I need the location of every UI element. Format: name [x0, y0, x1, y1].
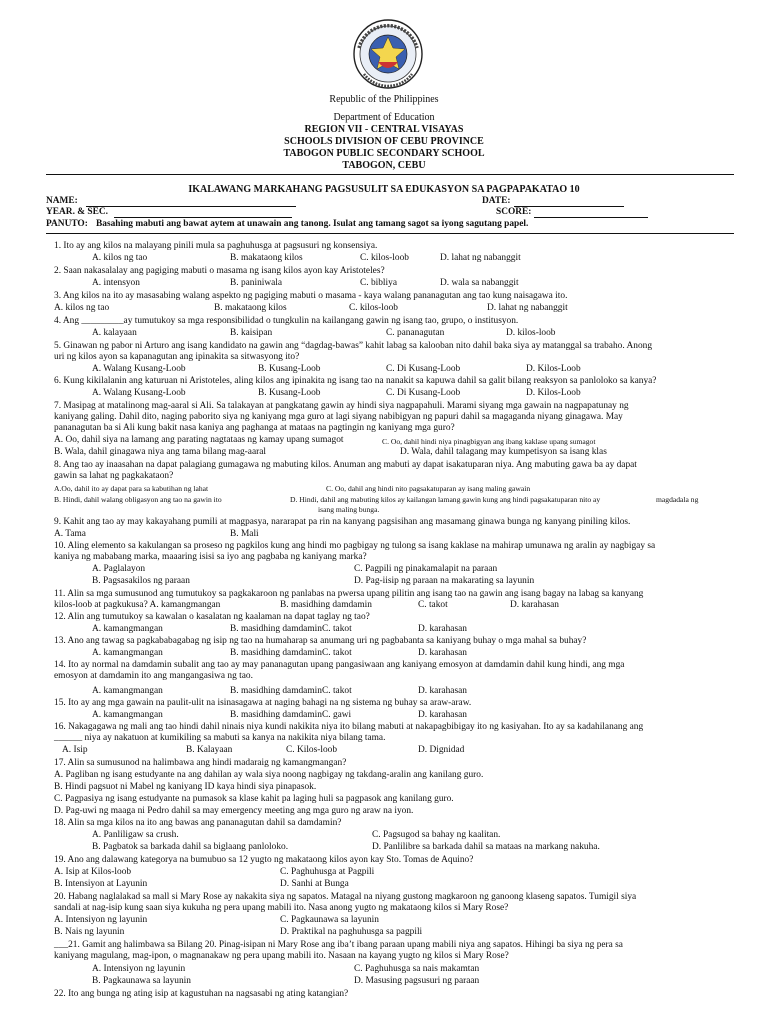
choice-4c: C. pananagutan [386, 328, 445, 338]
choice-8d: D. Hindi, dahil ang mabuting kilos ay kailangan lamang gawin kung ang hindi pagsakatuparan nito ay [290, 495, 601, 504]
choice-7a: A. Oo, dahil siya na lamang ang parating nagtataas ng kamay upang sumagot [54, 435, 344, 445]
choice-4b: B. kaisipan [230, 328, 273, 338]
region-line: REGION VII - CENTRAL VISAYAS [304, 124, 464, 135]
choice-15a: A. kamangmangan [92, 710, 163, 720]
choice-2c: C. bibliya [360, 278, 397, 288]
choice-2b: B. paniniwala [230, 278, 283, 288]
question-20-cont: sandali at nag-isip kung saan siya kukuha ng pera upang mabili ito. Nasa anong yugto ng makataong kilos si Mary Rose? [54, 903, 509, 913]
choice-8b: B. Hindi, dahil walang obligasyon ang tao na gawin ito [54, 495, 222, 504]
choice-9b: B. Mali [230, 529, 259, 539]
question-4: 4. Ang _________ay tumutukoy sa mga responsibilidad o tungkulin na kailangang gawin ng isang tao, grupo, o institusyon. [54, 316, 519, 326]
panuto-label: PANUTO: [46, 219, 88, 229]
choice-14d: D. karahasan [418, 686, 467, 696]
choice-8d-cont-2: isang maling bunga. [318, 505, 380, 514]
choice-14c: C. takot [322, 686, 352, 696]
choice-12c: C. takot [322, 624, 352, 634]
question-2: 2. Saan nakasalalay ang pagiging mabuti o masama ng isang kilos ayon kay Aristoteles? [54, 266, 385, 276]
exam-title: IKALAWANG MARKAHANG PAGSUSULIT SA EDUKASYON SA PAGPAPAKATAO 10 [188, 184, 580, 195]
choice-2a: A. intensyon [92, 278, 140, 288]
deped-seal-icon [338, 18, 438, 90]
question-18: 18. Alin sa mga kilos na ito ang bawas ang pananagutan dahil sa damdamin? [54, 818, 342, 828]
year-sec-label: YEAR. & SEC. [46, 207, 108, 217]
question-5: 5. Ginawan ng pabor ni Arturo ang isang kandidato na gawin ang “dagdag-bawas” kahit labag sa kalooban nito dahil baka siya ay matanggal sa trabaho. Anong [54, 341, 653, 351]
choice-8d-cont-1: magdadala ng [656, 495, 699, 504]
question-10-cont: kaniya ng mababang marka, maaaring isisi sa iyo ang pagbaba ng kaniyang marka? [54, 552, 367, 562]
choice-17a: A. Pagliban ng isang estudyante na ang dahilan ay wala siya noong nagbigay ng takdang-aralin ang kanilang guro. [54, 770, 484, 780]
question-19: 19. Ano ang dalawang kategorya na bumubuo sa 12 yugto ng makataong kilos ayon kay Sto. Tomas de Aquino? [54, 855, 474, 865]
choice-19b: B. Intensiyon at Layunin [54, 879, 148, 889]
choice-19d: D. Sanhi at Bunga [280, 879, 349, 889]
choice-11a: kilos-loob at pagkukusa? A. kamangmangan [54, 600, 221, 610]
choice-20c: C. Pagkaunawa sa layunin [280, 915, 379, 925]
choice-15b: B. masidhing damdamin [230, 710, 322, 720]
choice-5d: D. Kilos-Loob [526, 364, 581, 374]
question-15: 15. Ito ay ang mga gawain na paulit-ulit na isinasagawa at naging bahagi na ng sistema ng buhay sa araw-araw. [54, 698, 472, 708]
question-14-cont: emosyon at damdamin ito ang mangangasiwa ng tao. [54, 671, 253, 681]
division-line: SCHOOLS DIVISION OF CEBU PROVINCE [284, 136, 484, 147]
choice-3c: C. kilos-loob [349, 303, 398, 313]
republic-line: Republic of the Philippines [329, 94, 439, 105]
choice-9a: A. Tama [54, 529, 86, 539]
choice-18d: D. Panlilibre sa barkada dahil sa mataas na markang nakuha. [372, 842, 600, 852]
choice-1c: C. kilos-loob [360, 253, 409, 263]
question-10: 10. Aling elemento sa kakulangan sa proseso ng pagkilos kung ang hindi mo pagbigay ng tulong sa isang kaklase na mahirap umunawa ng aralin ay nagbigay sa [54, 541, 656, 551]
choice-13d: D. karahasan [418, 648, 467, 658]
choice-20a: A. Intensiyon ng layunin [54, 915, 148, 925]
question-8: 8. Ang tao ay inaasahan na dapat palagiang gumagawa ng mabuting kilos. Anuman ang mabuti ay dapat isakatuparan niya. Ang mabuting gawa ba ay dapat [54, 460, 637, 470]
name-field[interactable] [86, 206, 296, 207]
question-3: 3. Ang kilos na ito ay masasabing walang aspekto ng pagiging mabuti o masama - kaya walang pananagutan ang tao kung naisagawa ito. [54, 291, 568, 301]
choice-21a: A. Intensiyon ng layunin [92, 964, 186, 974]
name-label: NAME: [46, 196, 78, 206]
choice-3a: A. kilos ng tao [54, 303, 110, 313]
question-1: 1. Ito ay ang kilos na malayang pinili mula sa paghuhusga at pagsusuri ng konsensiya. [54, 241, 378, 251]
choice-6c: C. Di Kusang-Loob [386, 388, 461, 398]
question-12: 12. Alin ang tumutukoy sa kawalan o kasalatan ng kaalaman na dapat taglay ng tao? [54, 612, 370, 622]
choice-18a: A. Panliligaw sa crush. [92, 830, 179, 840]
choice-10c: C. Pagpili ng pinakamalapit na paraan [354, 564, 498, 574]
choice-4a: A. kalayaan [92, 328, 137, 338]
choice-4d: D. kilos-loob [506, 328, 556, 338]
choice-7c: C. Oo, dahil hindi niya pinagbigyan ang ibang kaklase upang sumagot [382, 437, 596, 446]
department-line: Department of Education [333, 112, 435, 123]
choice-17c: C. Pagpasiya ng isang estudyante na pumasok sa klase kahit pa laging huli sa pagpasok ang kanilang guro. [54, 794, 454, 804]
choice-16c: C. Kilos-loob [286, 745, 338, 755]
choice-10a: A. Paglalayon [92, 564, 146, 574]
choice-3b: B. makataong kilos [214, 303, 287, 313]
question-7-cont-1: kaniyang galing. Dahil dito, naging paborito siya ng kaniyang mga guro at lagi siyang nabibigyan ng papuri dahil sa magaganda niyang ginagawa. May [54, 412, 623, 422]
choice-1a: A. kilos ng tao [92, 253, 148, 263]
choice-6a: A. Walang Kusang-Loob [92, 388, 186, 398]
choice-19a: A. Isip at Kilos-loob [54, 867, 132, 877]
panuto-text: Basahing mabuti ang bawat aytem at unawain ang tanong. Isulat ang tamang sagot sa iyong sagutang papel. [96, 219, 529, 229]
choice-1b: B. makataong kilos [230, 253, 303, 263]
question-9: 9. Kahit ang tao ay may kakayahang pumili at magpasya, nararapat pa rin na kanyang pagsisihan ang masamang ginawa bunga ng kanyang piniling kilos. [54, 517, 631, 527]
school-line: TABOGON PUBLIC SECONDARY SCHOOL [283, 148, 485, 159]
choice-21b: B. Pagkaunawa sa layunin [92, 976, 191, 986]
choice-10b: B. Pagsasakilos ng paraan [92, 576, 190, 586]
choice-14a: A. kamangmangan [92, 686, 163, 696]
date-label: DATE: [482, 196, 511, 206]
score-field[interactable] [534, 217, 648, 218]
question-21-cont: kaniyang magulang, mag-ipon, o magnanakaw ng pera upang mabili ito. Nasaan na kayang yugto ng kilos si Mary Rose? [54, 951, 509, 961]
question-5-cont: uri ng kilos ayon sa kapanagutan ang ipinakita sa sitwasyong ito? [54, 352, 300, 362]
choice-20d: D. Praktikal na paghuhusga sa pagpili [280, 927, 423, 937]
choice-20b: B. Nais ng layunin [54, 927, 125, 937]
choice-10d: D. Pag-iisip ng paraan na makarating sa layunin [354, 576, 535, 586]
choice-5c: C. Di Kusang-Loob [386, 364, 461, 374]
choice-1d: D. lahat ng nabanggit [440, 253, 521, 263]
choice-13b: B. masidhing damdamin [230, 648, 322, 658]
choice-16d: D. Dignidad [418, 745, 465, 755]
question-14: 14. Ito ay normal na damdamin subalit ang tao ay may pananagutan upang pangasiwaan ang kaniyang emosyon at damdamin dahil kung hindi, ang mga [54, 660, 625, 670]
choice-13c: C. takot [322, 648, 352, 658]
choice-13a: A. kamangmangan [92, 648, 163, 658]
choice-18c: C. Pagsugod sa bahay ng kaalitan. [372, 830, 501, 840]
panuto-divider [46, 233, 734, 234]
header-divider [46, 174, 734, 175]
choice-5b: B. Kusang-Loob [258, 364, 321, 374]
question-21: ___21. Gamit ang halimbawa sa Bilang 20. Pinag-isipan ni Mary Rose ang iba’t ibang paraan upang mabili niya ang sapatos. Hihingi ba siya ng pera sa [54, 940, 623, 950]
question-8-cont: gawin sa lahat ng pagkakataon? [54, 471, 174, 481]
question-7: 7. Masipag at matalinong mag-aaral si Ali. Sa talakayan at pangkatang gawin ay hindi siya nagpapahuli. Marami siyang mga gawain na nagpapatunay ng [54, 401, 629, 411]
question-13: 13. Ano ang tawag sa pagkababagabag ng isip ng tao na humaharap sa anumang uri ng pagbabanta sa kaniyang buhay o mga mahal sa buhay? [54, 636, 587, 646]
choice-12b: B. masidhing damdamin [230, 624, 322, 634]
choice-12a: A. kamangmangan [92, 624, 163, 634]
choice-16b: B. Kalayaan [186, 745, 233, 755]
choice-3d: D. lahat ng nabanggit [487, 303, 568, 313]
choice-8a: A.Oo, dahil ito ay dapat para sa kabutihan ng lahat [54, 484, 209, 493]
question-16: 16. Nakagagawa ng mali ang tao hindi dahil ninais niya kundi nakikita niya ito bilang mabuti at nakapagbibigay ito ng kasiyahan. Ito ay sa kadahilanang ang [54, 722, 644, 732]
question-6: 6. Kung kikilalanin ang katuruan ni Aristoteles, aling kilos ang ipinakita ng isang tao na nanakit sa kapuwa dahil sa galit bilang reaksyon sa panloloko sa kanya? [54, 376, 657, 386]
choice-2d: D. wala sa nabanggit [440, 278, 519, 288]
choice-14b: B. masidhing damdamin [230, 686, 322, 696]
choice-6b: B. Kusang-Loob [258, 388, 321, 398]
question-17: 17. Alin sa sumusunod na halimbawa ang hindi madaraig ng kamangmangan? [54, 758, 347, 768]
question-11: 11. Alin sa mga sumusunod ang tumutukoy sa pagkakaroon ng panlabas na pwersa upang pilitin ang isang tao na gawin ang isang bagay na labag sa kanyang [54, 589, 644, 599]
choice-15d: D. karahasan [418, 710, 467, 720]
choice-7d: D. Wala, dahil talagang may kumpetisyon sa isang klas [400, 447, 607, 457]
choice-21c: C. Paghuhusga sa nais makamtan [354, 964, 480, 974]
question-22: 22. Ito ang bunga ng ating isip at kagustuhan na nagsasabi ng ating katangian? [54, 989, 349, 999]
choice-7b: B. Wala, dahil ginagawa niya ang tama bilang mag-aaral [54, 447, 267, 457]
choice-17b: B. Hindi pagsuot ni Mabel ng kaniyang ID kaya hindi siya pinapasok. [54, 782, 317, 792]
choice-19c: C. Paghuhusga at Pagpili [280, 867, 375, 877]
choice-21d: D. Masusing pagsusuri ng paraan [354, 976, 480, 986]
question-7-cont-2: pananagutan ba si Ali kung bakit nasa kaniya ang paghanga at mataas na pagtingin ng kaniyang mga guro? [54, 423, 455, 433]
choice-15c: C. gawi [322, 710, 352, 720]
question-20: 20. Habang naglalakad sa mall si Mary Rose ay nakakita siya ng sapatos. Matagal na niyang gustong magkaroon ng ganoong klaseng sapatos. Tumigil siya [54, 892, 637, 902]
question-16-cont: ______ niya ay nakatuon at kumikiling sa mabuti sa kanya na nakikita niya bilang tama. [54, 733, 386, 743]
choice-11b: B. masidhing damdamin [280, 600, 372, 610]
choice-8c: C. Oo, dahil ang hindi nito pagsakatuparan ay isang maling gawain [326, 484, 531, 493]
choice-12d: D. karahasan [418, 624, 467, 634]
score-label: SCORE: [496, 207, 532, 217]
choice-11c: C. takot [418, 600, 448, 610]
choice-17d: D. Pag-uwi ng maaga ni Pedro dahil sa may emergency meeting ang mga guro ng araw na iyon. [54, 806, 414, 816]
year-sec-field[interactable] [114, 217, 292, 218]
choice-11d: D. karahasan [510, 600, 559, 610]
choice-18b: B. Pagbatok sa barkada dahil sa biglaang panloloko. [92, 842, 289, 852]
choice-16a: A. Isip [62, 745, 88, 755]
choice-6d: D. Kilos-Loob [526, 388, 581, 398]
choice-5a: A. Walang Kusang-Loob [92, 364, 186, 374]
town-line: TABOGON, CEBU [342, 160, 426, 171]
